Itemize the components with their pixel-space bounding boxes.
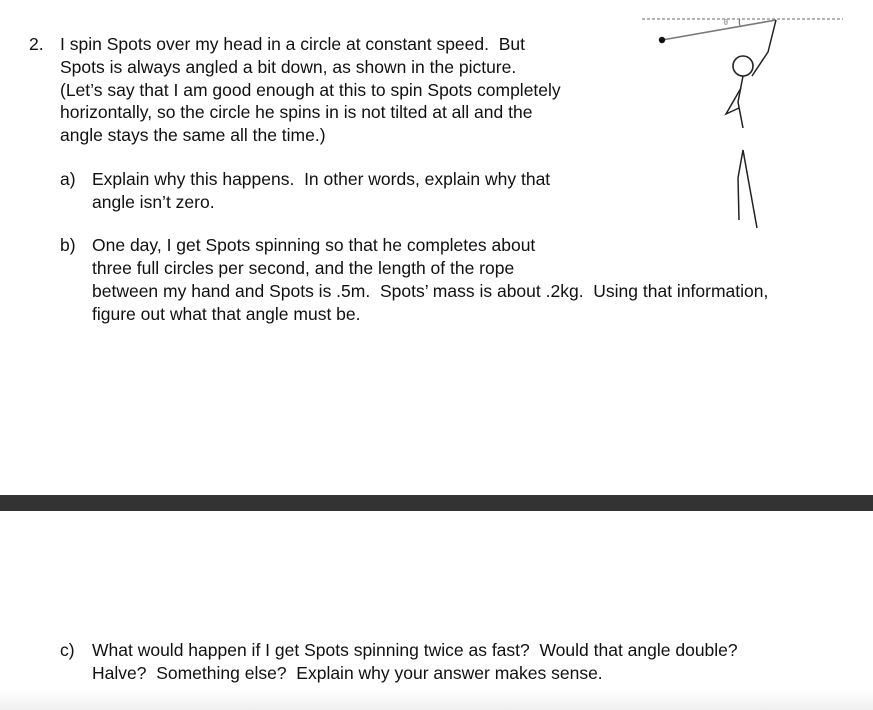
angle-label: θ xyxy=(724,18,728,27)
left-leg xyxy=(738,150,743,220)
spinning-diagram xyxy=(640,10,850,235)
part-a-label: a) xyxy=(60,169,76,189)
intro-line: Spots is always angled a bit down, as shown in the picture. xyxy=(60,57,517,77)
part-a-line: angle isn’t zero. xyxy=(92,192,215,212)
stick-figure-head xyxy=(733,56,753,76)
stick-figure-body xyxy=(738,76,743,128)
spots-ball xyxy=(659,37,665,43)
part-b-line: three full circles per second, and the length of the rope xyxy=(92,258,515,278)
page-bottom-edge xyxy=(0,690,873,710)
right-leg xyxy=(743,150,757,228)
intro-line: (Let’s say that I am good enough at this to spin Spots completely xyxy=(60,80,561,100)
part-c-label: c) xyxy=(60,640,75,660)
part-c-line: Halve? Something else? Explain why your answer makes sense. xyxy=(92,663,603,683)
intro-line: horizontally, so the circle he spins in is not tilted at all and the xyxy=(60,102,533,122)
raised-arm xyxy=(752,20,776,76)
intro-line: I spin Spots over my head in a circle at constant speed. But xyxy=(60,34,525,54)
part-a-line: Explain why this happens. In other words, explain why that xyxy=(92,169,551,189)
part-b-line: One day, I get Spots spinning so that he completes about xyxy=(92,235,536,255)
problem-number: 2. xyxy=(29,34,44,54)
part-b-label: b) xyxy=(60,235,76,255)
part-b-line: between my hand and Spots is .5m. Spots’ mass is about .2kg. Using that information, xyxy=(92,281,769,301)
intro-line: angle stays the same all the time.) xyxy=(60,125,326,145)
part-c-line: What would happen if I get Spots spinning twice as fast? Would that angle double? xyxy=(92,640,738,660)
rope xyxy=(662,20,776,40)
part-b-line: figure out what that angle must be. xyxy=(92,304,361,324)
page-divider xyxy=(0,495,873,511)
